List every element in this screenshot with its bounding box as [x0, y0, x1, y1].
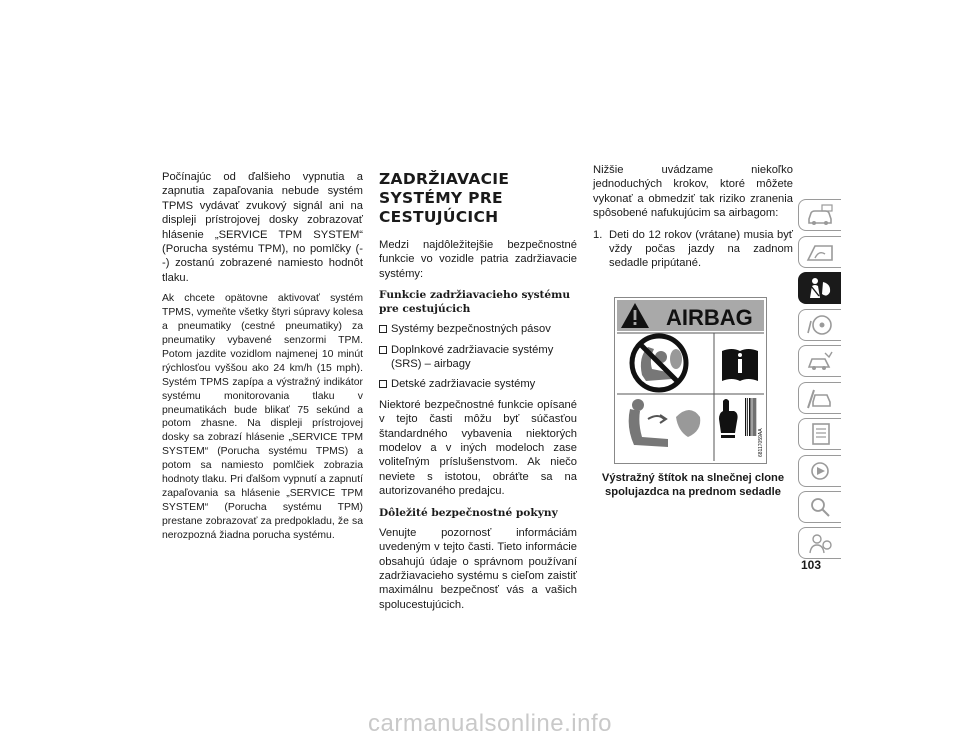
tab-instrument-panel[interactable] [798, 236, 841, 268]
figure-caption: Výstražný štítok na slnečnej clone spolujazdca na prednom sedadle [601, 471, 785, 499]
tab-customer-assistance[interactable] [798, 527, 841, 559]
numbered-item: 1. Deti do 12 rokov (vrátane) musia byť vždy počas jazdy na zadnom sedadle pripútané. [593, 228, 793, 270]
seatbelt-airbag-icon [805, 276, 835, 300]
tab-index[interactable] [798, 491, 841, 523]
intro-paragraph: Medzi najdôležitejšie bezpečnostné funkcie vo vozidle patria zadržiavacie systémy: [379, 239, 577, 280]
airbag-label-figure [614, 297, 767, 465]
wrench-car-icon [805, 386, 835, 410]
checkbox-bullet-icon [379, 325, 387, 333]
label-code: 68117059AA [758, 428, 764, 457]
tab-technical-specifications[interactable] [798, 418, 841, 450]
tab-safety[interactable] [798, 272, 841, 304]
car-icon [805, 203, 835, 227]
column-middle [379, 170, 577, 619]
tab-multimedia[interactable] [798, 455, 841, 487]
subheading-safety: Dôležité bezpečnostné pokyny [379, 506, 558, 519]
tab-emergency[interactable] [798, 345, 841, 377]
steering-wheel-icon [805, 313, 835, 337]
bullet-item: Doplnkové zadržiavacie systémy (SRS) – airbagy [379, 343, 577, 372]
paragraph-optional-equipment: Niektoré bezpečnostné funkcie opísané v tejto časti môžu byť súčasťou štandardného vybavenia niektorých modelov a v iných modeloch zase voliteľným príslušenstvom. Ak niečo neviete s istotou, obráťte sa na autorizovaného predajcu. [379, 398, 577, 498]
paragraph-safety-info: Venujte pozornosť informáciám uvedeným v tejto časti. Tieto informácie obsahujú údaje o správnom používaní zadržiavacieho systému s cieľom zaistiť maximálnu bezpečnosť vás a vašich spolucestujúcich. [379, 526, 577, 611]
checkbox-bullet-icon [379, 380, 387, 388]
assistance-icon [805, 531, 835, 555]
checkbox-bullet-icon [379, 346, 387, 354]
spec-list-icon [805, 422, 835, 446]
column-right [593, 163, 793, 500]
multimedia-icon [805, 459, 835, 483]
section-heading: ZADRŽIAVACIE SYSTÉMY PRE CESTUJÚCICH [379, 170, 510, 226]
tab-starting-operating[interactable] [798, 309, 841, 341]
subheading-features: Funkcie zadržiavacieho systému pre cestujúcich [379, 289, 571, 316]
car-crash-icon [805, 349, 835, 373]
tab-getting-to-know-vehicle[interactable] [798, 199, 841, 231]
page-number: 103 [801, 558, 822, 572]
airbag-word: AIRBAG [666, 304, 753, 330]
watermark: carmanualsonline.info [368, 710, 612, 737]
bullet-item: Detské zadržiavacie systémy [379, 377, 577, 391]
bullet-item: Systémy bezpečnostných pásov [379, 322, 577, 336]
tab-servicing-maintenance[interactable] [798, 382, 841, 414]
manual-book-icon [722, 349, 758, 381]
airbag-warning-label [614, 297, 767, 465]
paragraph-tpms-reactivate: Ak chcete opätovne aktivovať systém TPMS, vymeňte všetky štyri súpravy kolesa a pneumatiky (cestné pneumatiky) za pneumatiky vybavené senzormi TPM. Potom jazdite vozidlom najmenej 10 minút rýchlosťou vyššou ako 24 km/h (15 mph). Systém TPMS zapípa a výstražný indikátor systému monitorovania tlaku v pneumatikách bude blikať 75 sekúnd a potom zhasne. Na displeji prístrojovej dosky sa zobrazí hlásenie „SERVICE TPM SYSTEM“ (Porucha systému TPMS) a potom sa namiesto pomlčiek zobrazia hodnoty tlaku. Pri ďalšom vypnutí a zapnutí zapaľovania sa hlásenie „SERVICE TPM SYSTEM“ (Porucha systému TPM) prestane zobrazovať za predpokladu, že sa nerozpozná žiadna porucha systému. [162, 293, 363, 541]
magnifier-icon [805, 495, 835, 519]
column-left [162, 170, 363, 550]
intro-paragraph: Nižšie uvádzame niekoľko jednoduchých krokov, ktoré môžete vykonať a obmedziť tak riziko zranenia spôsobené nafukujúcim sa airbagom: [593, 164, 793, 220]
paragraph-tpms-disabled: Počínajúc od ďalšieho vypnutia a zapnutia zapaľovania nebude systém TPMS vydávať zvukový signál ani na displeji prístrojovej dosky zobrazovať hlásenie „SERVICE TPM SYSTEM“ (Porucha systému TPM), no pomlčky (--) zostanú zobrazené namiesto hodnôt tlaku. [162, 171, 363, 284]
dashboard-icon [805, 240, 835, 264]
